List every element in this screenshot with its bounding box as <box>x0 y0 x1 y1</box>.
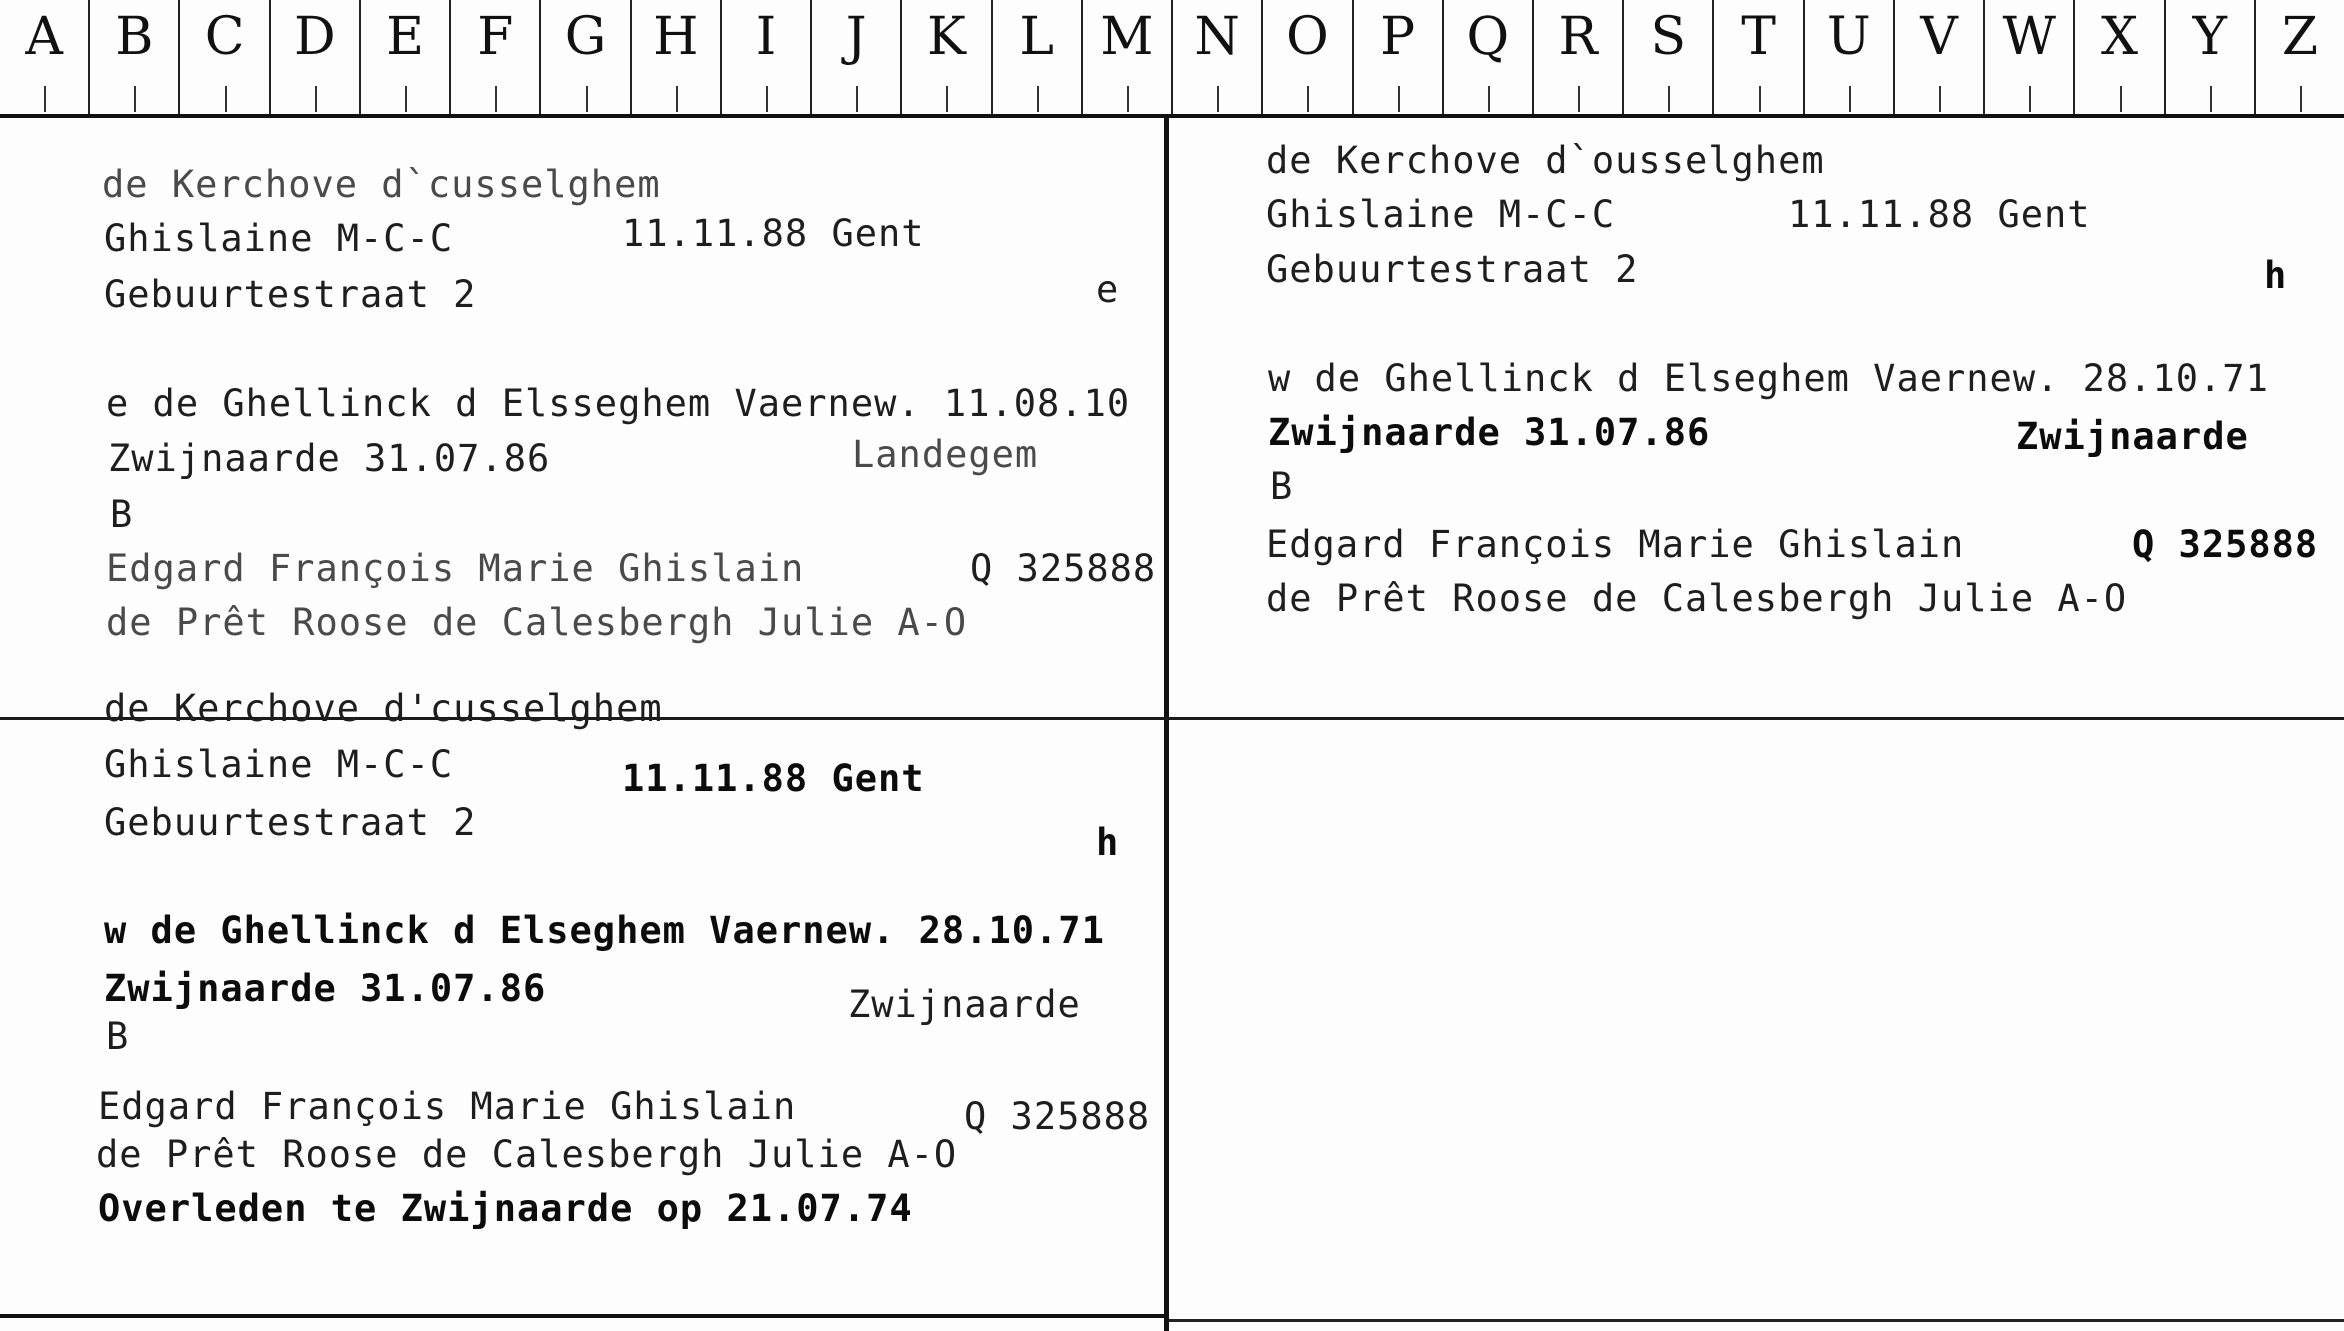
spouse-line: w de Ghellinck d Elseghem Vaernew. 28.10.71 <box>104 909 1105 952</box>
parent-names: Edgard François Marie Ghislain <box>1266 523 1965 566</box>
reference-number: Q 325888 <box>970 547 1157 590</box>
alphabet-row <box>0 0 2344 114</box>
alphabet-letter-h: H <box>630 0 720 114</box>
alphabet-letter-g: G <box>539 0 629 114</box>
card-bottom-border-right <box>1169 1319 2344 1322</box>
mother-names: de Prêt Roose de Calesbergh Julie A-O <box>96 1133 958 1176</box>
address: Gebuurtestraat 2 <box>104 801 477 844</box>
alphabet-letter-y: Y <box>2164 0 2254 114</box>
card-mark: h <box>2264 254 2288 297</box>
spouse-line: e de Ghellinck d Elsseghem Vaernew. 11.08.10 <box>106 382 1131 425</box>
reference-number: Q 325888 <box>2132 523 2319 566</box>
residence-date: Zwijnaarde 31.07.86 <box>104 967 547 1010</box>
alphabet-letter-a: A <box>0 0 88 114</box>
card-mark: h <box>1096 821 1120 864</box>
alphabet-letter-v: V <box>1893 0 1983 114</box>
reference-number: Q 325888 <box>964 1095 1151 1138</box>
alphabet-index-strip <box>0 0 2344 118</box>
category-code: B <box>110 493 134 536</box>
mother-names: de Prêt Roose de Calesbergh Julie A-O <box>106 601 968 644</box>
alphabet-letter-b: B <box>88 0 178 114</box>
alphabet-letter-p: P <box>1352 0 1442 114</box>
alphabet-letter-j: J <box>810 0 900 114</box>
alphabet-letter-r: R <box>1532 0 1622 114</box>
birth-date-place: 11.11.88 Gent <box>622 757 925 800</box>
alphabet-letter-u: U <box>1803 0 1893 114</box>
card-bottom-border <box>0 1314 1164 1318</box>
residence-place: Zwijnaarde <box>848 983 1081 1026</box>
alphabet-letter-f: F <box>449 0 539 114</box>
residence-date: Zwijnaarde 31.07.86 <box>1268 411 1711 454</box>
person-name: Ghislaine M-C-C <box>104 743 454 786</box>
residence-place: Zwijnaarde <box>2016 415 2249 458</box>
person-name: Ghislaine M-C-C <box>104 217 454 260</box>
family-name: de Kerchove d'cusselghem <box>104 687 663 730</box>
card-mark: e <box>1096 268 1120 311</box>
mother-names: de Prêt Roose de Calesbergh Julie A-O <box>1266 577 2128 620</box>
category-code: B <box>106 1015 130 1058</box>
residence-place: Landegem <box>852 433 1039 476</box>
alphabet-letter-s: S <box>1622 0 1712 114</box>
alphabet-letter-e: E <box>359 0 449 114</box>
alphabet-letter-w: W <box>1983 0 2073 114</box>
birth-date-place: 11.11.88 Gent <box>1788 193 2091 236</box>
card-vertical-divider <box>1164 118 1169 1331</box>
spouse-line: w de Ghellinck d Elseghem Vaernew. 28.10.71 <box>1268 357 2269 400</box>
address: Gebuurtestraat 2 <box>1266 248 1639 291</box>
alphabet-letter-z: Z <box>2254 0 2344 114</box>
alphabet-letter-i: I <box>720 0 810 114</box>
residence-date: Zwijnaarde 31.07.86 <box>108 437 551 480</box>
alphabet-letter-c: C <box>178 0 268 114</box>
family-name: de Kerchove d`cusselghem <box>102 163 661 206</box>
alphabet-letter-n: N <box>1171 0 1261 114</box>
alphabet-letter-d: D <box>269 0 359 114</box>
family-name: de Kerchove d`ousselghem <box>1266 139 1825 182</box>
alphabet-letter-m: M <box>1081 0 1171 114</box>
death-note: Overleden te Zwijnaarde op 21.07.74 <box>98 1187 913 1230</box>
alphabet-letter-x: X <box>2073 0 2163 114</box>
alphabet-letter-t: T <box>1712 0 1802 114</box>
category-code: B <box>1270 465 1294 508</box>
parent-names: Edgard François Marie Ghislain <box>98 1085 797 1128</box>
alphabet-letter-k: K <box>900 0 990 114</box>
parent-names: Edgard François Marie Ghislain <box>106 547 805 590</box>
birth-date-place: 11.11.88 Gent <box>622 212 925 255</box>
alphabet-letter-l: L <box>991 0 1081 114</box>
alphabet-letter-q: Q <box>1442 0 1532 114</box>
alphabet-letter-o: O <box>1261 0 1351 114</box>
person-name: Ghislaine M-C-C <box>1266 193 1616 236</box>
address: Gebuurtestraat 2 <box>104 273 477 316</box>
